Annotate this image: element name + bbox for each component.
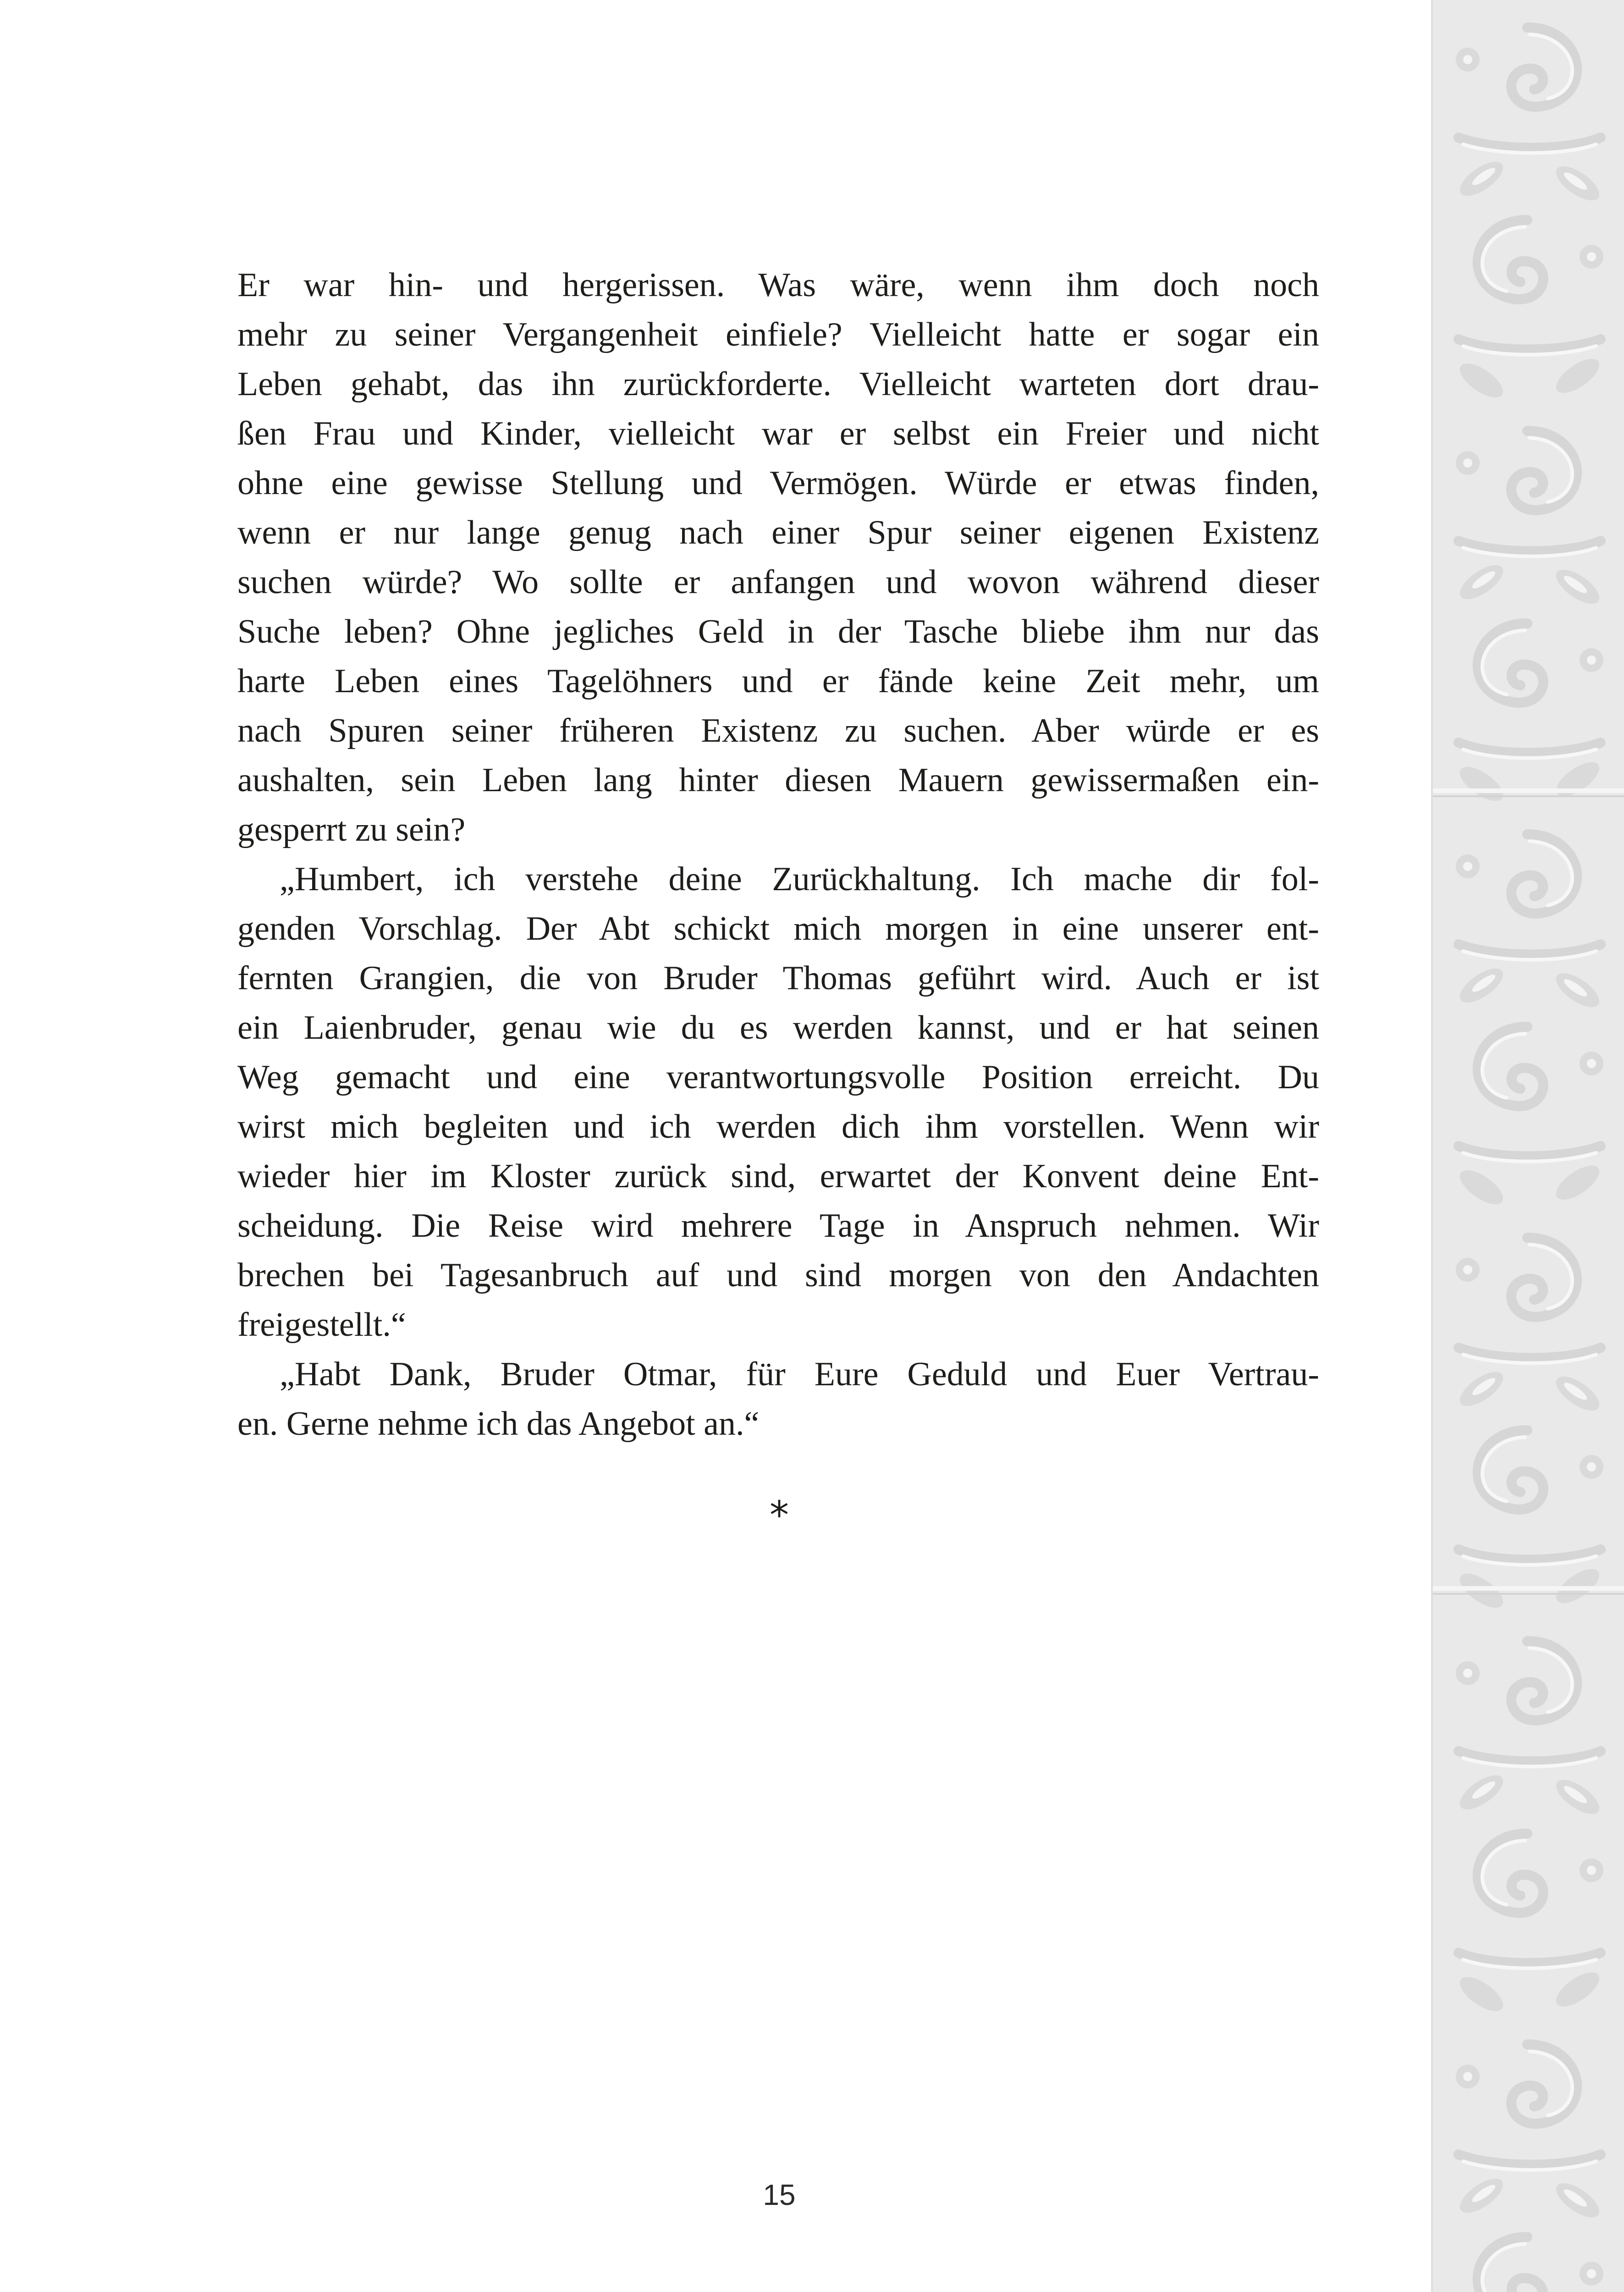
text-line: Suche leben? Ohne jegliches Geld in der Tasche bliebe ihm nur das: [237, 613, 1319, 650]
text-line: fernten Grangien, die von Bruder Thomas geführt wird. Auch er ist: [237, 959, 1319, 997]
text-line: harte Leben eines Tagelöhners und er fände keine Zeit mehr, um: [237, 662, 1319, 700]
text-line: suchen würde? Wo sollte er anfangen und wovon während dieser: [237, 563, 1319, 601]
text-line: brechen bei Tagesanbruch auf und sind morgen von den Andachten: [237, 1256, 1319, 1294]
text-line: mehr zu seiner Vergangenheit einfiele? Vielleicht hatte er sogar ein: [237, 316, 1319, 353]
text-line: wirst mich begleiten und ich werden dich ihm vorstellen. Wenn wir: [237, 1108, 1319, 1146]
text-line: ein Laienbruder, genau wie du es werden kannst, und er hat seinen: [237, 1009, 1319, 1047]
text-line: en. Gerne nehme ich das Angebot an.“: [237, 1405, 760, 1443]
text-line: Er war hin- und hergerissen. Was wäre, wenn ihm doch noch: [237, 266, 1319, 304]
paragraph-2: [237, 854, 1319, 1350]
text-line: aushalten, sein Leben lang hinter diesen Mauern gewissermaßen ein-: [237, 761, 1319, 799]
section-divider: *: [770, 1493, 789, 1537]
text-line: nach Spuren seiner früheren Existenz zu suchen. Aber würde er es: [237, 712, 1319, 749]
text-line: genden Vorschlag. Der Abt schickt mich morgen in eine unserer ent-: [237, 910, 1319, 948]
text-line: Leben gehabt, das ihn zurückforderte. Vielleicht warteten dort drau-: [237, 365, 1319, 403]
text-line: wieder hier im Kloster zurück sind, erwartet der Konvent deine Ent-: [237, 1157, 1319, 1195]
text-line: ohne eine gewisse Stellung und Vermögen. Würde er etwas finden,: [237, 464, 1319, 502]
text-line: freigestellt.“: [237, 1306, 406, 1344]
text-line: Weg gemacht und eine verantwortungsvolle Position erreicht. Du: [237, 1058, 1319, 1096]
text-line: scheidung. Die Reise wird mehrere Tage in Anspruch nehmen. Wir: [237, 1207, 1319, 1245]
text-line: „Humbert, ich verstehe deine Zurückhaltung. Ich mache dir fol-: [280, 860, 1319, 898]
text-line: gesperrt zu sein?: [237, 811, 466, 848]
ornamental-border-icon: [1431, 0, 1624, 2292]
text-line: ßen Frau und Kinder, vielleicht war er selbst ein Freier und nicht: [237, 415, 1319, 452]
text-line: „Habt Dank, Bruder Otmar, für Eure Geduld und Euer Vertrau-: [280, 1355, 1319, 1393]
page-number: 15: [763, 2178, 796, 2211]
paragraph-3: [237, 1350, 1319, 1449]
body-text: [237, 260, 1319, 1449]
text-line: wenn er nur lange genug nach einer Spur seiner eigenen Existenz: [237, 514, 1319, 551]
paragraph-1: [237, 260, 1319, 854]
